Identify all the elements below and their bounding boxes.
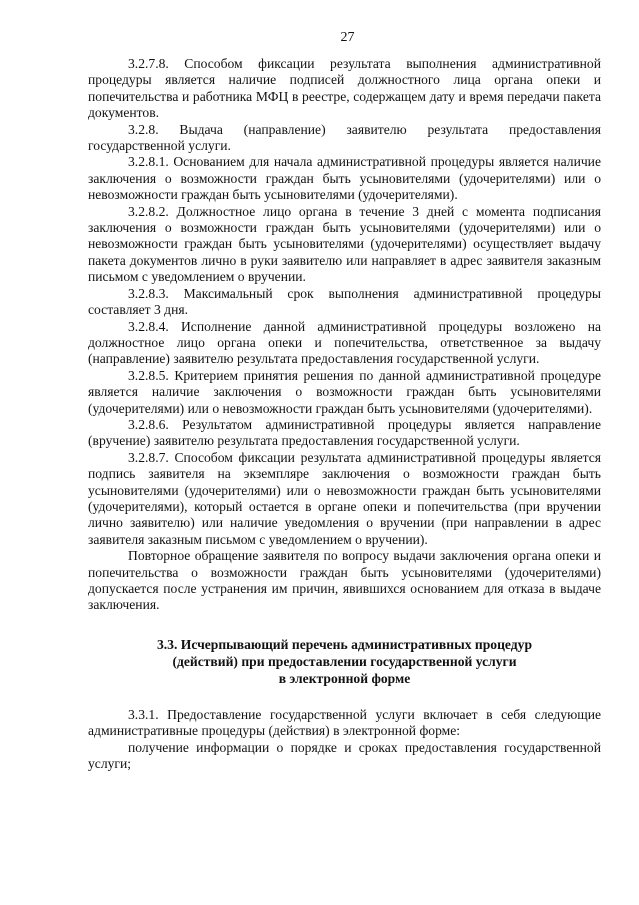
paragraph-3-2-8-5: 3.2.8.5. Критерием принятия решения по данной административной процедуре является наличие заключения о возможности граждан быть усыновителями (удочерителями) или о невозможности граждан быть усыновителями (удочерителями). <box>88 367 601 416</box>
heading-line-3: в электронной форме <box>278 670 411 686</box>
paragraph-3-2-8-7: 3.2.8.7. Способом фиксации результата административной процедуры является подпись заявителя на экземпляре заключения о возможности граждан быть усыновителями (удочерителями) или о невозможности граждан быть усыновителями (удочерителями), который остается в органе опеки и попечительства (при вручении лично заявителю) или наличие уведомления о вручении (при направлении в адрес заявителя заказным письмом с уведомлением о вручении). <box>88 449 601 547</box>
page-number: 27 <box>340 30 355 45</box>
paragraph-repeat-request: Повторное обращение заявителя по вопросу выдачи заключения органа опеки и попечительства о возможности граждан быть усыновителями (удочерителями) допускается после устранения им причин, явившихся основанием для отказа в выдаче заключения. <box>88 548 601 613</box>
paragraph-3-2-8-6: 3.2.8.6. Результатом административной процедуры является направление (вручение) заявителю результата предоставления государственной услуги. <box>88 416 601 449</box>
paragraph-3-3-1: 3.3.1. Предоставление государственной услуги включает в себя следующие административные процедуры (действия) в электронной форме: <box>88 706 601 739</box>
paragraph-3-2-8-1: 3.2.8.1. Основанием для начала административной процедуры является наличие заключения о возможности граждан быть усыновителями (удочерителями) или о невозможности граждан быть усыновителями (удочерителями). <box>88 154 601 203</box>
heading-line-1: 3.3. Исчерпывающий перечень административных процедур <box>156 636 533 652</box>
section-heading-3-3 <box>118 636 571 687</box>
heading-line-2: (действий) при предоставлении государственной услуги <box>172 653 517 669</box>
paragraph-3-2-8-4: 3.2.8.4. Исполнение данной административной процедуры возложено на должностное лицо органа опеки и попечительства, ответственное за выдачу (направление) заявителю результата предоставления государственной услуги. <box>88 318 601 367</box>
paragraph-3-2-8-2: 3.2.8.2. Должностное лицо органа в течение 3 дней с момента подписания заключения о возможности граждан быть усыновителями (удочерителями) или о невозможности граждан быть усыновителями (удочерителями) осуществляет выдачу пакета документов лично в руки заявителю или направляет в адрес заявителя заказным письмом с уведомлением о вручении. <box>88 203 601 285</box>
paragraph-3-2-8-3: 3.2.8.3. Максимальный срок выполнения административной процедуры составляет 3 дня. <box>88 285 601 318</box>
paragraph-3-2-8: 3.2.8. Выдача (направление) заявителю результата предоставления государственной услуги. <box>88 121 601 154</box>
paragraph-info-item: получение информации о порядке и сроках предоставления государственной услуги; <box>88 739 601 772</box>
paragraph-3-2-7-8: 3.2.7.8. Способом фиксации результата выполнения административной процедуры является наличие подписей должностного лица органа опеки и попечительства и работника МФЦ в реестре, содержащем дату и время передачи пакета документов. <box>88 56 601 121</box>
body-text-bottom <box>88 707 601 773</box>
body-text-top <box>88 56 601 614</box>
